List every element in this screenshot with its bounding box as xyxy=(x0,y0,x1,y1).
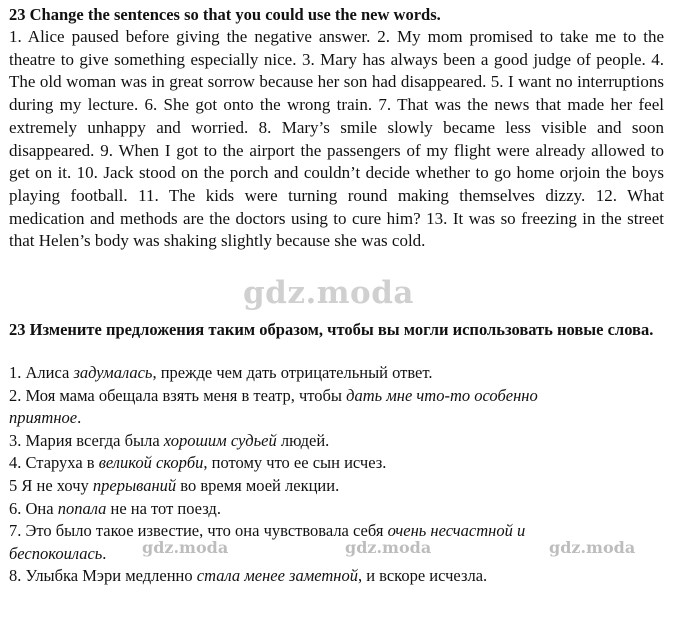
list-item: 8. Улыбка Мэри медленно стала менее заметной, и вскоре исчезла. xyxy=(9,566,488,586)
exercise-title-ru: 23 Измените предложения таким образом, чтобы вы могли использовать новые слова. xyxy=(9,320,654,339)
list-item: 7. Это было такое известие, что она чувствовала себя очень несчастной и xyxy=(9,521,526,541)
watermark-logo-small: gdz.moda xyxy=(345,538,432,557)
exercise-title-en: 23 Change the sentences so that you could use the new words. xyxy=(9,5,441,24)
exercise-text-en: 1. Alice paused before giving the negative answer. 2. My mom promised to take me to the theatre to give something especially nice. 3. Mary has always been a good judge of people. 4. The old woman was in great sorrow because her son had disappeared. 5. I want no interruptions during my lecture. 6. She got onto the wrong train. 7. That was the news that made her feel extremely unhappy and worried. 8. Mary’s smile slowly became less visible and soon disappeared. 9. When I got to the airport the passengers of my flight were already allowed to get on it. 10. Jack stood on the porch and couldn’t decide whether to go home orjoin the boys playing football. 11. The kids were turning round making themselves dizzy. 12. What medication and methods are the doctors using to cure him? 13. It was so freezing in the street that Helen’s body was shaking slightly because she was cold. xyxy=(9,27,664,251)
list-item: беспокоилась. xyxy=(9,543,107,563)
list-item: 5 Я не хочу прерываний во время моей лекции. xyxy=(9,475,340,495)
list-item: 4. Старуха в великой скорби, потому что ее сын исчез. xyxy=(9,453,387,473)
list-item: приятное. xyxy=(9,408,82,428)
watermark-logo-small: gdz.moda xyxy=(142,538,229,557)
list-item: 1. Алиса задумалась, прежде чем дать отрицательный ответ. xyxy=(9,363,433,382)
watermark-logo: gdz.moda xyxy=(243,275,414,311)
watermark-logo-small: gdz.moda xyxy=(549,538,636,557)
list-item: 6. Она попала не на тот поезд. xyxy=(9,498,221,518)
list-item: 2. Моя мама обещала взять меня в театр, чтобы дать мне что-то особенно xyxy=(9,385,538,405)
list-item: 3. Мария всегда была хорошим судьей людей. xyxy=(9,430,330,450)
